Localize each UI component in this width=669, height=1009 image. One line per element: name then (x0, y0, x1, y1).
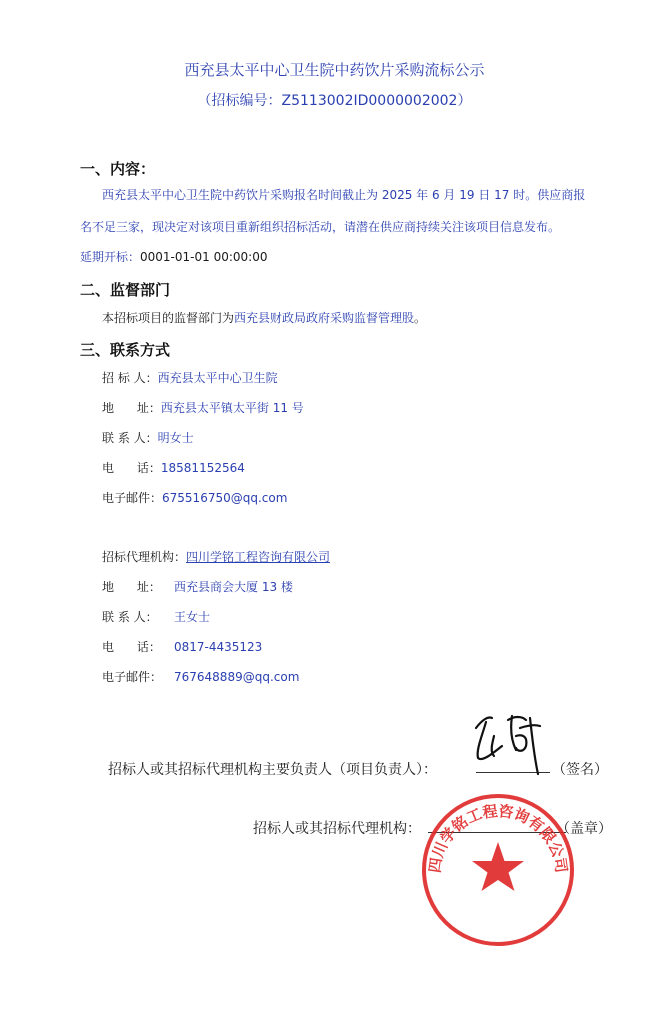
agency-address-row (102, 579, 293, 595)
document-number: （招标编号：Z5113002ID0000002002） (197, 93, 472, 109)
stamp-line-label: 招标人或其招标代理机构： (253, 821, 421, 837)
agency-phone-row (102, 639, 262, 655)
tenderer-name-row (102, 370, 278, 386)
tenderer-email-row (102, 490, 287, 506)
tenderer-phone-label: 电 话： (102, 461, 161, 475)
tenderer-address-value: 西充县太平镇太平街 11 号 (160, 401, 304, 415)
delay-label: 延期开标： (80, 250, 141, 264)
handwritten-signature (468, 706, 548, 780)
signature-suffix: （签名） (552, 762, 608, 778)
agency-address-value: 西充县商会大厦 13 楼 (174, 580, 293, 594)
tenderer-email-value: 675516750@qq.com (162, 491, 288, 505)
tenderer-contact-label: 联 系 人： (102, 431, 158, 445)
agency-phone-value: 0817-4435123 (174, 640, 263, 654)
agency-email-label: 电子邮件： (102, 670, 163, 684)
tenderer-name-value: 西充县太平中心卫生院 (157, 371, 278, 385)
document-title: 西充县太平中心卫生院中药饮片采购流标公示 (184, 61, 485, 79)
agency-phone-label: 电 话： (102, 640, 161, 654)
agency-name-label: 招标代理机构： (102, 550, 187, 564)
delay-opening (80, 249, 267, 265)
svg-text:四川学铭工程咨询有限公司: 四川学铭工程咨询有限公司 (425, 801, 571, 875)
section-heading-supervision: 二、监督部门 (80, 281, 171, 299)
signature-line-label: 招标人或其招标代理机构主要负责人（项目负责人）： (108, 762, 437, 778)
delay-value: 0001-01-01 00:00:00 (140, 250, 268, 264)
tenderer-phone-row (102, 460, 245, 476)
section-heading-contact: 三、联系方式 (80, 341, 171, 359)
agency-name-row (102, 549, 330, 565)
stamp-suffix: （盖章） (556, 821, 612, 837)
agency-contact-label: 联 系 人： (102, 610, 158, 624)
agency-address-label: 地 址： (102, 580, 161, 594)
tenderer-contact-value: 明女士 (157, 431, 194, 445)
tenderer-address-row (102, 400, 304, 416)
company-seal (420, 792, 576, 948)
supervision-prefix: 本招标项目的监督部门为 (102, 311, 235, 325)
tenderer-name-label: 招 标 人： (102, 371, 158, 385)
agency-email-value: 767648889@qq.com (174, 670, 300, 684)
agency-contact-value: 王女士 (174, 610, 211, 624)
tenderer-contact-row (102, 430, 194, 446)
agency-contact-row (102, 609, 210, 625)
section-heading-content: 一、内容： (80, 160, 156, 178)
supervision-text (102, 310, 426, 326)
content-line-1: 西充县太平中心卫生院中药饮片采购报名时间截止为 2025 年 6 月 19 日 17 时。供应商报 (102, 188, 586, 202)
content-line-2: 名不足三家，现决定对该项目重新组织招标活动，请潜在供应商持续关注该项目信息发布。 (80, 220, 561, 234)
agency-email-row (102, 669, 299, 685)
supervision-suffix: 。 (414, 311, 427, 325)
agency-name-value: 四川学铭工程咨询有限公司 (186, 550, 331, 564)
tenderer-address-label: 地 址： (102, 401, 161, 415)
supervision-department: 西充县财政局政府采购监督管理股 (234, 311, 415, 325)
tenderer-email-label: 电子邮件： (102, 491, 163, 505)
tenderer-phone-value: 18581152564 (160, 461, 245, 475)
